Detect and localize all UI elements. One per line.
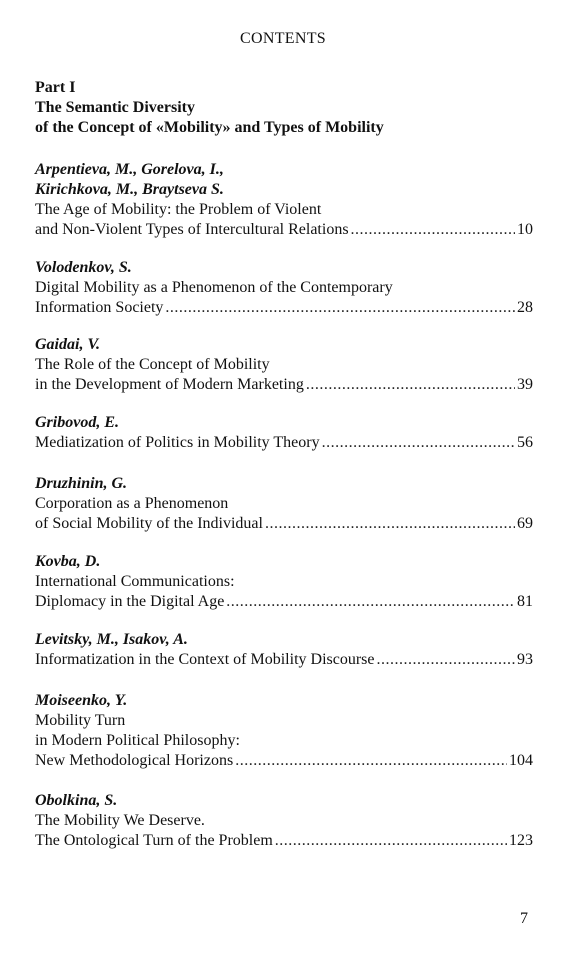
entry-title-line: Mobility Turn bbox=[35, 712, 126, 729]
dot-leader bbox=[306, 375, 515, 395]
entry-author: Druzhinin, G. bbox=[35, 475, 128, 492]
entry-page-number: 93 bbox=[517, 651, 533, 668]
entry-page-number: 69 bbox=[517, 515, 533, 532]
entry-title-line: The Role of the Concept of Mobility bbox=[35, 356, 270, 373]
part-title-line: of the Concept of «Mobility» and Types of Mobility bbox=[35, 119, 384, 136]
entry-title-line: Digital Mobility as a Phenomenon of the Contemporary bbox=[35, 279, 393, 296]
entry-title-last-line bbox=[35, 433, 533, 453]
entry-title-text: Mediatization of Politics in Mobility Theory bbox=[35, 434, 320, 451]
toc-entry[interactable] bbox=[35, 160, 533, 240]
entry-author: Levitsky, M., Isakov, A. bbox=[35, 631, 188, 648]
dot-leader bbox=[377, 650, 516, 670]
entry-title-text: and Non-Violent Types of Intercultural Relations bbox=[35, 221, 349, 238]
entry-title-last-line bbox=[35, 831, 533, 851]
entry-title-text: Information Society bbox=[35, 299, 164, 316]
entry-page-number: 56 bbox=[517, 434, 533, 451]
page-number: 7 bbox=[520, 910, 528, 927]
entry-author: Kovba, D. bbox=[35, 553, 101, 570]
entry-title-text: Informatization in the Context of Mobility Discourse bbox=[35, 651, 375, 668]
dot-leader bbox=[275, 831, 507, 851]
entry-author: Volodenkov, S. bbox=[35, 259, 132, 276]
dot-leader bbox=[235, 751, 507, 771]
entry-title-line: The Mobility We Deserve. bbox=[35, 812, 205, 829]
toc-entry[interactable] bbox=[35, 413, 533, 453]
entry-author: Moiseenko, Y. bbox=[35, 692, 128, 709]
entry-title-text: in the Development of Modern Marketing bbox=[35, 376, 304, 393]
entry-title-last-line bbox=[35, 298, 533, 318]
part-number: Part I bbox=[35, 79, 76, 96]
dot-leader bbox=[351, 220, 515, 240]
entry-author: Gaidai, V. bbox=[35, 336, 101, 353]
entry-page-number: 10 bbox=[517, 221, 533, 238]
entry-page-number: 81 bbox=[517, 593, 533, 610]
toc-entry[interactable] bbox=[35, 258, 533, 318]
entry-title-line: in Modern Political Philosophy: bbox=[35, 732, 240, 749]
entry-author: Obolkina, S. bbox=[35, 792, 118, 809]
entry-page-number: 123 bbox=[509, 832, 533, 849]
entry-title-last-line bbox=[35, 375, 533, 395]
entry-title-last-line bbox=[35, 650, 533, 670]
entry-page-number: 104 bbox=[509, 752, 533, 769]
entry-title-line: International Communications: bbox=[35, 573, 235, 590]
part-heading bbox=[35, 78, 535, 138]
entry-author: Gribovod, E. bbox=[35, 414, 119, 431]
toc-entry[interactable] bbox=[35, 335, 533, 395]
entry-title-text: Diplomacy in the Digital Age bbox=[35, 593, 225, 610]
toc-entry[interactable] bbox=[35, 630, 533, 670]
toc-entry[interactable] bbox=[35, 691, 533, 771]
toc-entry[interactable] bbox=[35, 474, 533, 534]
entry-title-last-line bbox=[35, 592, 533, 612]
entry-title-text: The Ontological Turn of the Problem bbox=[35, 832, 273, 849]
entry-author: Arpentieva, M., Gorelova, I., bbox=[35, 161, 224, 178]
entry-title-last-line bbox=[35, 751, 533, 771]
dot-leader bbox=[322, 433, 515, 453]
entry-page-number: 39 bbox=[517, 376, 533, 393]
entry-title-text: of Social Mobility of the Individual bbox=[35, 515, 263, 532]
toc-entry[interactable] bbox=[35, 791, 533, 851]
entry-title-last-line bbox=[35, 220, 533, 240]
part-title-line: The Semantic Diversity bbox=[35, 99, 195, 116]
page-title: CONTENTS bbox=[240, 30, 326, 47]
entry-page-number: 28 bbox=[517, 299, 533, 316]
entry-title-line: The Age of Mobility: the Problem of Violent bbox=[35, 201, 322, 218]
dot-leader bbox=[265, 514, 515, 534]
toc-entry[interactable] bbox=[35, 552, 533, 612]
entry-title-last-line bbox=[35, 514, 533, 534]
entry-author: Kirichkova, M., Braytseva S. bbox=[35, 181, 224, 198]
entry-title-line: Corporation as a Phenomenon bbox=[35, 495, 229, 512]
dot-leader bbox=[165, 298, 515, 318]
entry-title-text: New Methodological Horizons bbox=[35, 752, 234, 769]
dot-leader bbox=[226, 592, 515, 612]
